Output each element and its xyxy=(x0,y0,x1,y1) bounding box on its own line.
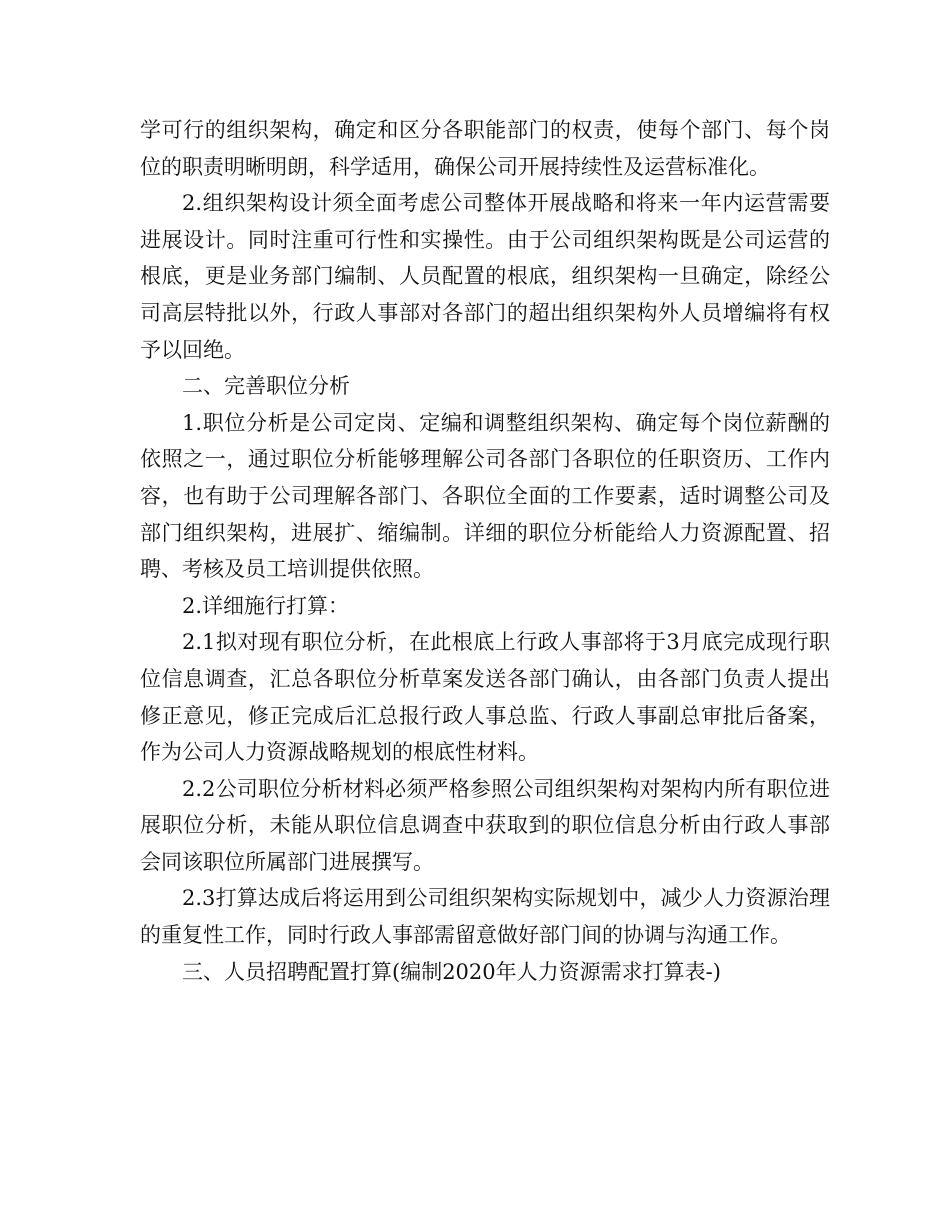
body-paragraph: 1.职位分析是公司定岗、定编和调整组织架构、确定每个岗位薪酬的依照之一，通过职位分析能够理解公司各部门各职位的任职资历、工作内容，也有助于公司理解各部门、各职位全面的工作要素，适时调整公司及部门组织架构，进展扩、缩编制。详细的职位分析能给人力资源配置、招聘、考核及员工培训提供依照。 xyxy=(140,410,830,582)
body-paragraph: 2.3打算达成后将运用到公司组织架构实际规划中，减少人力资源治理的重复性工作，同时行政人事部需留意做好部门间的协调与沟通工作。 xyxy=(140,886,830,948)
body-paragraph: 2.1拟对现有职位分析，在此根底上行政人事部将于3月底完成现行职位信息调查，汇总各职位分析草案发送各部门确认，由各部门负责人提出修正意见，修正完成后汇总报行政人事总监、行政人事副总审批后备案，作为公司人力资源战略规划的根底性材料。 xyxy=(140,630,830,765)
body-paragraph: 学可行的组织架构，确定和区分各职能部门的权责，使每个部门、每个岗位的职责明晰明朗，科学适用，确保公司开展持续性及运营标准化。 xyxy=(140,118,830,179)
document-body xyxy=(140,112,830,990)
body-paragraph: 2.组织架构设计须全面考虑公司整体开展战略和将来一年内运营需要进展设计。同时注重可行性和实操性。由于公司组织架构既是公司运营的根底，更是业务部门编制、人员配置的根底，组织架构一旦确定，除经公司高层特批以外，行政人事部对各部门的超出组织架构外人员增编将有权予以回绝。 xyxy=(140,191,830,362)
section-heading: 三、人员招聘配置打算(编制2020年人力资源需求打算表-) xyxy=(182,959,721,984)
body-paragraph: 2.详细施行打算： xyxy=(182,593,350,618)
body-paragraph: 2.2公司职位分析材料必须严格参照公司组织架构对架构内所有职位进展职位分析，未能从职位信息调查中获取到的职位信息分析由行政人事部会同该职位所属部门进展撰写。 xyxy=(140,776,830,874)
section-heading: 二、完善职位分析 xyxy=(182,374,350,399)
